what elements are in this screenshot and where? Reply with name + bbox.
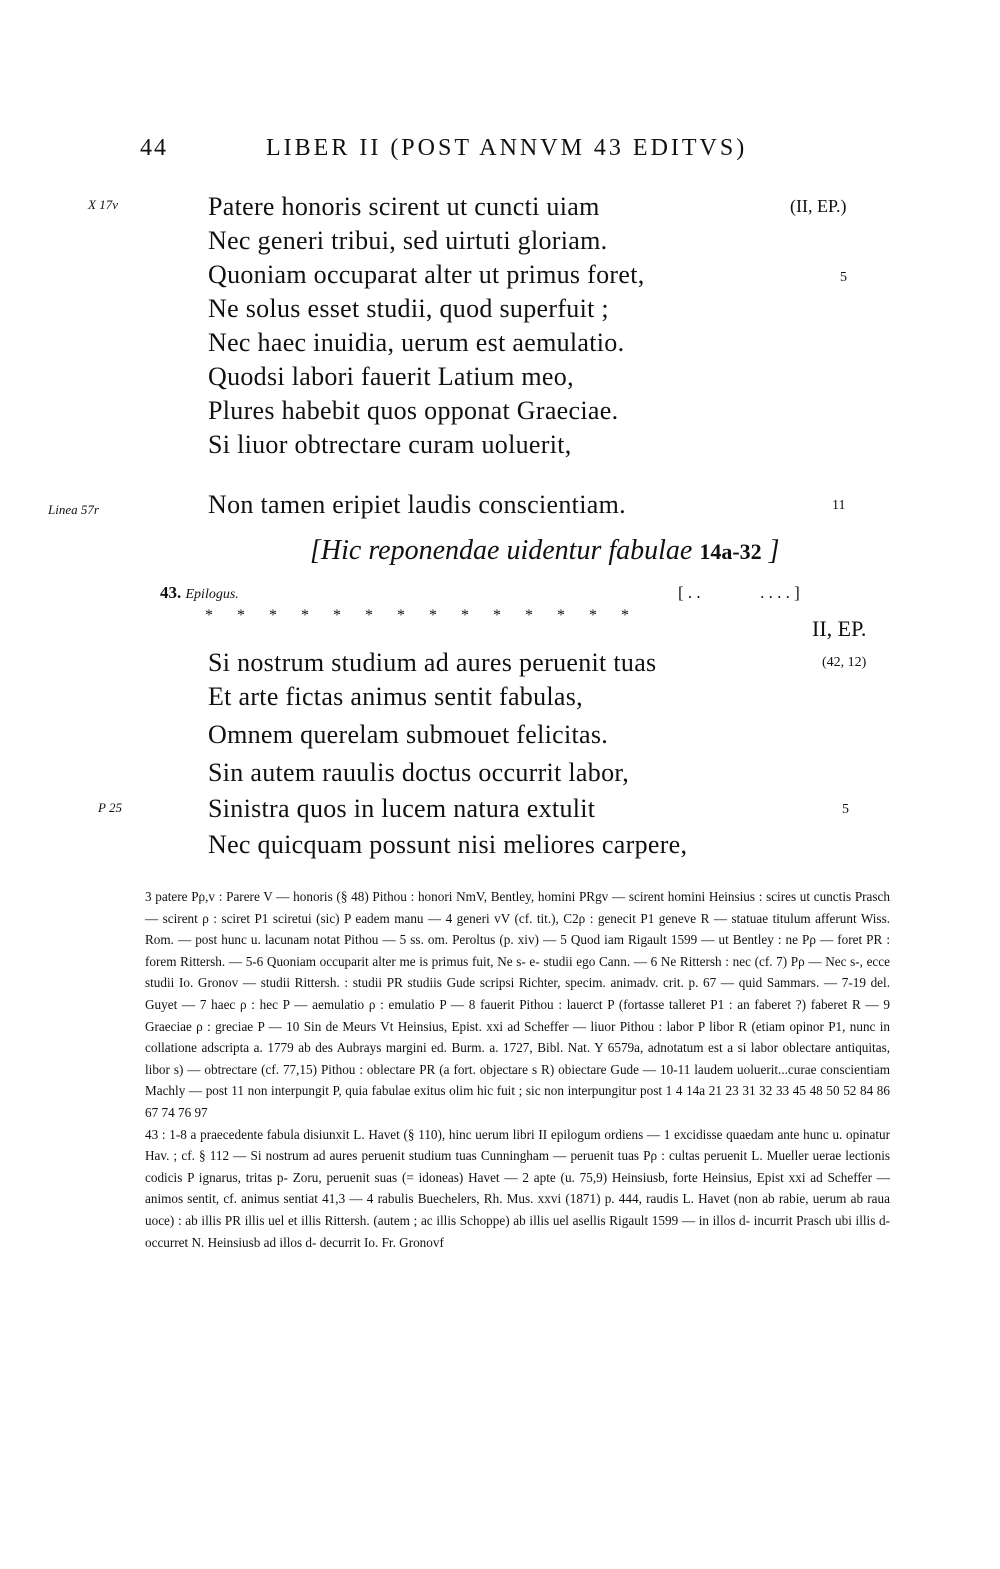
verse-line: Non tamen eripiet laudis conscientiam. [208,490,626,519]
editorial-note: [Hic reponendae uidentur fabulae 14a-32 ] [310,535,780,566]
lacuna-bracket: [ . . . . . . ] [678,583,800,602]
margin-ref: P 25 [98,800,122,815]
verse-line: Quodsi labori fauerit Latium meo, [208,362,574,391]
running-title: LIBER II (POST ANNVM 43 EDITVS) [266,135,748,161]
apparatus-note: 43 : 1-8 a praecedente fabula disiunxit L. Havet (§ 110), hinc uerum libri II epilogum ordiens — 1 excidisse quaedam ante hunc u. opinatur Hav. ; cf. § 112 — Si nostrum ad aures peruenit studium tuas Cunningham — peruenit tuas Pρ : cultas peruenit L. Mueller uerae lectionis codicis P ignarus, tritas p- Zoru, peruenit suas (= idoneas) Havet — 2 apte (u. 75,9) Heinsiusb, forte Heinsius, Epist xxi ad Scheffer — animos sentit, cf. animus sentiat 41,3 — 4 rabulis Buechelers, Rh. Mus. xxvi (1871) p. 444, raudis L. Havet (non ab rabie, uerum ab raua uoce) : ab illis PR illis uel et illis Rittersh. (autem ; ac illis Schoppe) ab illis uel asellis Rigault 1599 — in illos d- incurrit Prasch ubi illis d- occurret N. Heinsiusb ad illos d- decurrit Io. Fr. Gronovf [145,1126,890,1250]
page-header [140,135,747,162]
verse-line: Si liuor obtrectare curam uoluerit, [208,430,572,459]
verse-line: Ne solus esset studii, quod superfuit ; [208,294,609,323]
line-number: 5 [840,270,847,285]
lacuna-stars: * * * * * * * * * * * * * * [205,607,639,624]
line-ref: (II, EP.) [790,196,847,216]
verse-line: Plures habebit quos opponat Graeciae. [208,396,619,425]
page-number: 44 [140,135,168,161]
apparatus-note: 3 patere Pρ,v : Parere V — honoris (§ 48) Pithou : honori NmV, Bentley, homini PRgv — scirent homini Heinsius : scires ut cunctis Prasch — scirent ρ : sciret P1 sciretui (sic) P eadem manu — 4 generi vV (cf. tit.), C2ρ : genecit P1 geneve R — statuae titulum afferunt Wiss. Rom. — post hunc u. lacunam notat Pithou — 5 ss. om. Peroltus (p. xiv) — 5 Quod iam Rigault 1599 — ut Bentley : ne Pρ — foret PR : forem Rittersh. — 5-6 Quoniam occuparit alter me is primus fuit, Ne s- e- studii ego Cann. — 6 Ne Rittersh : nec (cf. 7) Pρ — Nec s-, ecce studii Io. Gronov — studii Rittersh. : studii PR studiis Gude scripsi Richter, specim. animadv. crit. p. 67 — quid Sammars. — 7-19 del. Guyet — 7 haec ρ : hec P — aemulatio ρ : emulatio P — 8 fauerit Pithou : lauerct P (fortasse talleret P1 : an faberet ?) faberet R — 9 Graeciae ρ : greciae P — 10 Sin de Meurs Vt Heinsius, Epist. xxi ad Scheffer — liuor Pithou : labor P libor R (etiam opinor P1, nunc in collatione adscripta a. 1779 ab des Aubrays margini ed. Burm. a. 1727, Bibl. Nat. Y 6579a, adnotatum est a si labor oblectare antiquitas, libor s) — obtrectare (cf. 77,15) Pithou : oblectare PR (a fort. objectare s R) obiectare Gude — 10-11 laudem uoluerit...curae conscientiam Machly — post 11 non interpungit P, quia fabulae exitus olim hic fuit ; sic non interpungitur post 1 4 14a 21 23 31 32 33 45 48 50 52 84 86 67 74 76 97 [145,889,890,1120]
verse-line: Nec haec inuidia, uerum est aemulatio. [208,328,625,357]
verse-line: Et arte fictas animus sentit fabulas, [208,682,583,711]
verse-line: Sinistra quos in lucem natura extulit [208,794,596,823]
verse-line: Patere honoris scirent ut cuncti uiam [208,192,600,221]
fable-heading: 43. Epilogus. [160,583,239,602]
verse-line: Quoniam occuparat alter ut primus foret, [208,260,645,289]
line-number: 5 [842,802,849,817]
line-number: 11 [832,498,846,513]
verse-line: Sin autem rauulis doctus occurrit labor, [208,758,630,787]
section-ref: II, EP. [812,616,867,641]
verse-line: Nec quicquam possunt nisi meliores carpere, [208,830,688,859]
verse-line: Si nostrum studium ad aures peruenit tuas [208,648,657,677]
line-ref: (42, 12) [822,655,867,670]
verse-line: Omnem querelam submouet felicitas. [208,720,609,749]
margin-ref: Linea 57r [48,502,99,517]
critical-apparatus [145,886,890,1253]
margin-ref: X 17v [88,197,118,212]
verse-line: Nec generi tribui, sed uirtuti gloriam. [208,226,608,255]
